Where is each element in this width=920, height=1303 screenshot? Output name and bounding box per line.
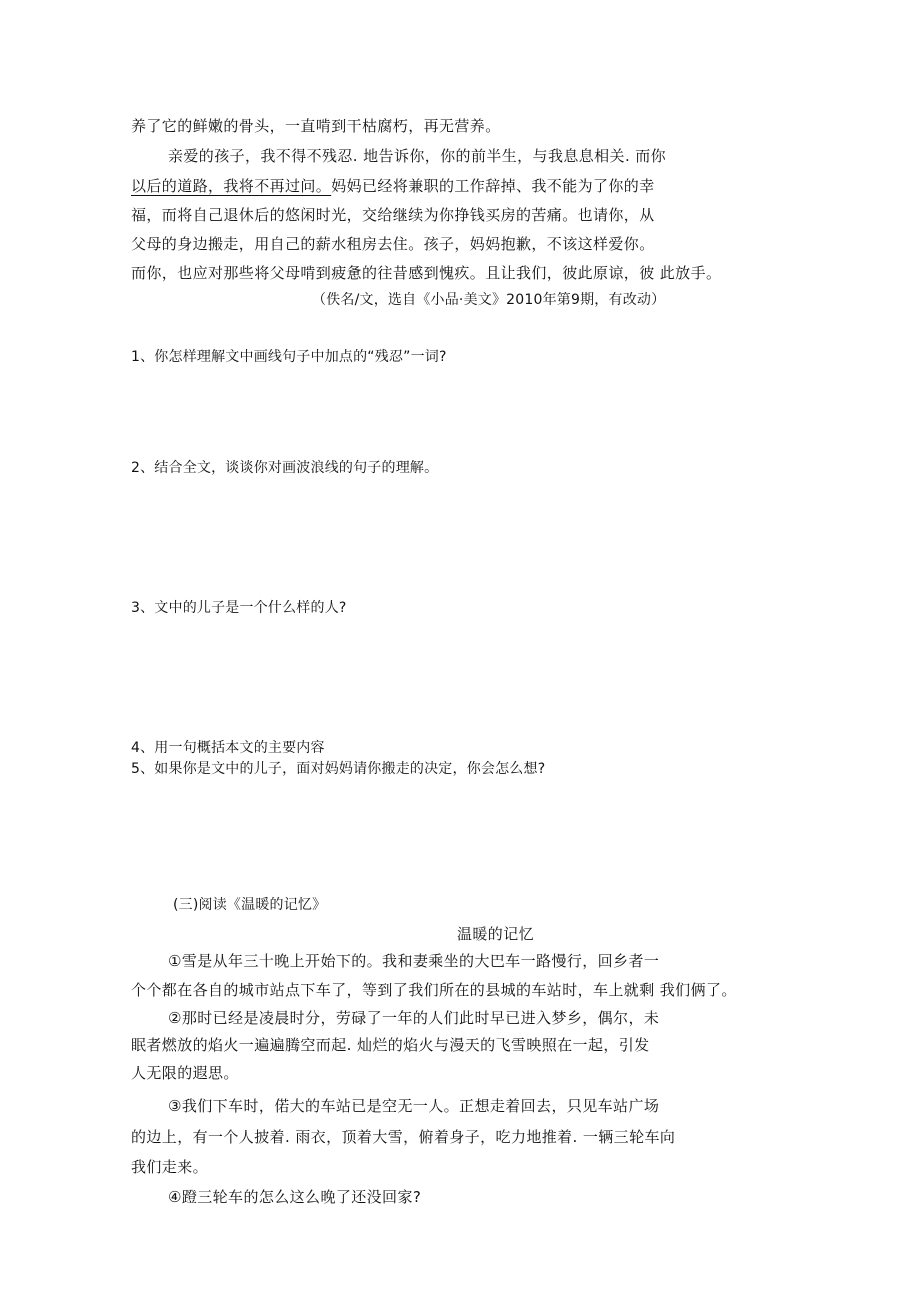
- question-1: 1、你怎样理解文中画线句子中加点的“残忍”一词?: [131, 349, 447, 365]
- question-4: 4、用一句概括本文的主要内容: [131, 740, 325, 756]
- underlined-sentence: 以后的道路，我将不再过问。: [131, 177, 332, 195]
- paragraph-line: 人无限的遐思。: [131, 1064, 239, 1082]
- paragraph-line: 眠者燃放的焰火一遍遍腾空而起. 灿烂的焰火与漫天的飞雪映照在一起，引发: [131, 1036, 650, 1054]
- paragraph-line: 我们走来。: [131, 1158, 209, 1176]
- question-3: 3、文中的儿子是一个什么样的人?: [131, 600, 347, 616]
- article-title: 温暖的记忆: [457, 925, 535, 943]
- passage-line: 亲爱的孩子，我不得不残忍. 地告诉你，你的前半生，与我息息相关. 而你: [168, 147, 667, 165]
- passage-line: 而你，也应对那些将父母啃到疲惫的往昔感到愧疚。且让我们，彼此原谅，彼 此放手。: [131, 264, 722, 282]
- passage-line: 养了它的鲜嫩的骨头，一直啃到干枯腐朽，再无营养。: [131, 117, 501, 135]
- paragraph-line: ④蹬三轮车的怎么这么晚了还没回家?: [168, 1188, 422, 1206]
- paragraph-line: ①雪是从年三十晚上开始下的。我和妻乘坐的大巴车一路慢行，回乡者一: [168, 952, 660, 970]
- passage-line: 福，而将自己退休后的悠闲时光，交给继续为你挣钱买房的苦痛。也请你，从: [131, 206, 655, 224]
- source-citation: （佚名/文，选自《小品·美文》2010年第9期，有改动）: [312, 292, 666, 308]
- section-heading: (三)阅读《温暖的记忆》: [173, 897, 327, 913]
- paragraph-line: 的边上，有一个人披着. 雨衣，顶着大雪，俯着身子，吃力地推着. 一辆三轮车向: [131, 1128, 676, 1146]
- question-2: 2、结合全文，谈谈你对画波浪线的句子的理解。: [131, 460, 439, 476]
- passage-line: 父母的身边搬走，用自己的薪水租房去住。孩子，妈妈抱歉，不该这样爱你。: [131, 235, 655, 253]
- paragraph-line: ③我们下车时，偌大的车站已是空无一人。正想走着回去，只见车站广场: [168, 1097, 660, 1115]
- question-5: 5、如果你是文中的儿子，面对妈妈请你搬走的决定，你会怎么想?: [131, 761, 546, 777]
- passage-line: [131, 176, 655, 196]
- paragraph-line: 个个都在各自的城市站点下车了，等到了我们所在的县城的车站时，车上就剩 我们俩了。: [131, 981, 737, 999]
- passage-text: 妈妈已经将兼职的工作辞掉、我不能为了你的幸: [331, 177, 655, 195]
- paragraph-line: ②那时已经是凌晨时分，劳碌了一年的人们此时早已进入梦乡，偶尔，未: [168, 1009, 660, 1027]
